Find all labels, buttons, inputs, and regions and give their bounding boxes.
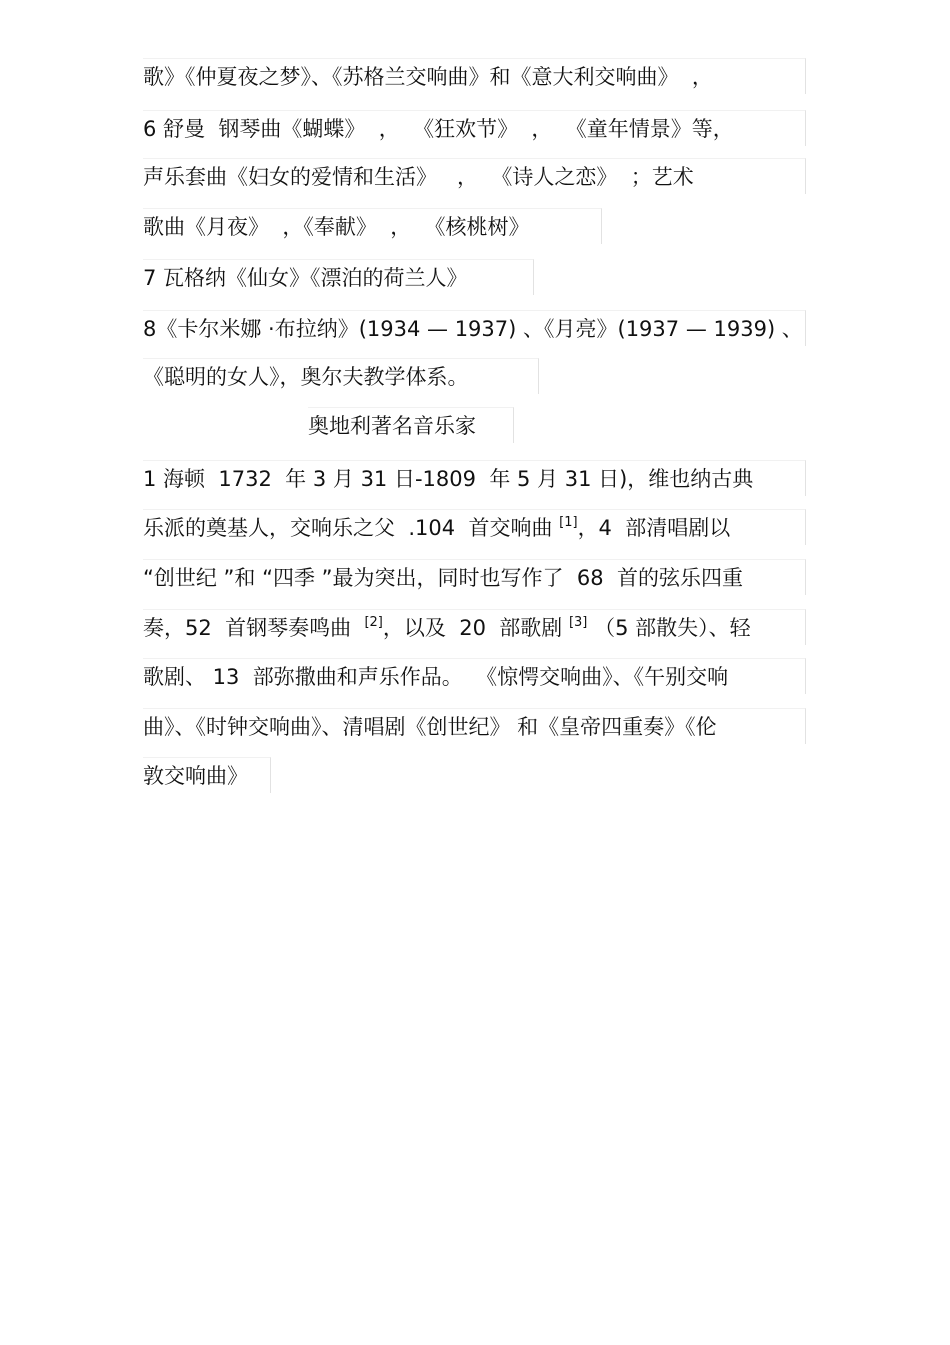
section-heading: 奥地利著名音乐家 [308, 407, 514, 443]
text-segment: ，4 部清唱剧以 [577, 516, 731, 540]
footnote-ref: [2] [364, 615, 383, 630]
text-line: 歌》《仲夏夜之梦》、《苏格兰交响曲》和《意大利交响曲》 ， [143, 58, 806, 94]
text-line: 歌曲《月夜》 ，《奉献》 ， 《核桃树》 [143, 208, 602, 244]
text-line: “创世纪 ”和 “四季 ”最为突出，同时也写作了 68 首的弦乐四重 [143, 559, 806, 595]
text-line [143, 609, 806, 645]
text-line: 7 瓦格纳《仙女》《漂泊的荷兰人》 [143, 259, 534, 295]
text-segment: （5 部散失）、轻 [587, 616, 751, 640]
text-line: 声乐套曲《妇女的爱情和生活》 ， 《诗人之恋》 ；艺术 [143, 158, 806, 194]
text-line: 曲》、《时钟交响曲》、清唱剧《创世纪》 和《皇帝四重奏》《伦 [143, 708, 806, 744]
text-line: 《聪明的女人》，奥尔夫教学体系。 [143, 358, 539, 394]
text-segment: 奏，52 首钢琴奏鸣曲 [143, 616, 365, 640]
text-segment: ，以及 20 部歌剧 [382, 616, 569, 640]
text-line [143, 509, 806, 545]
text-segment: 乐派的奠基人，交响乐之父 .104 首交响曲 [143, 516, 560, 540]
text-line: 敦交响曲》 [143, 757, 271, 793]
text-line: 1 海顿 1732 年 3 月 31 日-1809 年 5 月 31 日)，维也纳古典 [143, 460, 806, 496]
footnote-ref: [1] [559, 515, 578, 530]
footnote-ref: [3] [568, 615, 588, 630]
text-line: 6 舒曼 钢琴曲《蝴蝶》 ， 《狂欢节》 ， 《童年情景》等， [143, 110, 806, 146]
text-line: 8《卡尔米娜 ·布拉纳》(1934 — 1937) 、《月亮》(1937 — 1939) 、 [143, 310, 806, 346]
text-line: 歌剧、 13 部弥撒曲和声乐作品。 《惊愕交响曲》、《午别交响 [143, 658, 806, 694]
